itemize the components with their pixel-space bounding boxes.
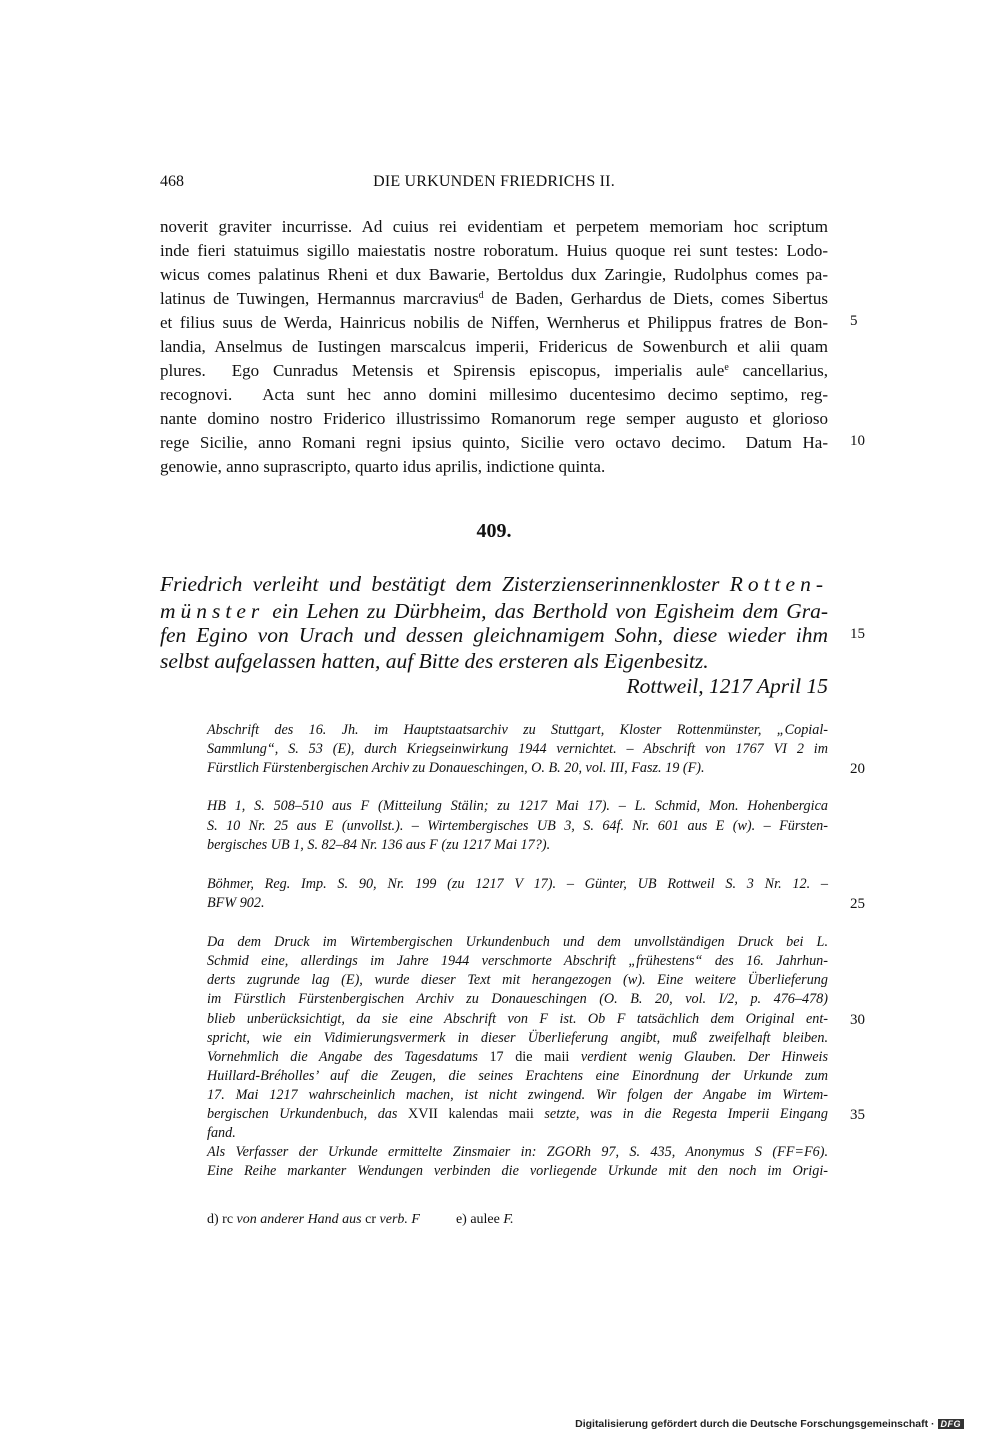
- line-number: 10: [850, 433, 865, 449]
- text-line: et filius suus de Werda, Hainricus nobilis de Niffen, Wernherus et Philippus fratres de Bon-: [160, 313, 828, 332]
- apparatus-line: bergischen Urkundenbuch, das XVII kalendas maii setzte, was in die Regesta Imperii Eingang: [207, 1106, 828, 1122]
- apparatus-line: HB 1, S. 508–510 aus F (Mitteilung Stälin; zu 1217 Mai 17). – L. Schmid, Mon. Hohenbergica: [207, 798, 828, 814]
- apparatus-line: Da dem Druck im Wirtembergischen Urkundenbuch und dem unvollständigen Druck bei L.: [207, 934, 828, 950]
- apparatus-line: Schmid eine, allerdings im Jahre 1944 verschmorte Abschrift „frühestens“ des 16. Jahrhun-: [207, 953, 828, 969]
- dfg-logo: DFG: [938, 1419, 965, 1429]
- footnote-marker-e: e: [724, 362, 729, 373]
- footnote-marker-d: d: [478, 290, 484, 301]
- line-number: 20: [850, 761, 865, 777]
- apparatus-line: BFW 902.: [207, 895, 265, 911]
- text-line: rege Sicilie, anno Romani regni ipsius quinto, Sicilie vero octavo decimo. Datum Ha-: [160, 433, 828, 452]
- running-header: [160, 173, 828, 197]
- regest-line: selbst aufgelassen hatten, auf Bitte des ersteren als Eigenbesitz.: [160, 649, 709, 673]
- apparatus-line: Vornehmlich die Angabe des Tagesdatums 17 die maii verdient wenig Glauben. Der Hinweis: [207, 1049, 828, 1065]
- regest-line: fen Egino von Urach und dessen gleichnamigem Sohn, diese wieder ihm: [160, 623, 828, 647]
- regest-line: münster ein Lehen zu Dürbheim, das Berthold von Egisheim dem Gra-: [160, 599, 829, 623]
- text-line: noverit graviter incurrisse. Ad cuius rei evidentiam et perpetem memoriam hoc scriptum: [160, 217, 828, 236]
- running-title: DIE URKUNDEN FRIEDRICHS II.: [373, 173, 615, 190]
- page-number: 468: [160, 173, 184, 190]
- footnote-d: d) rc von anderer Hand aus cr verb. F: [207, 1212, 420, 1227]
- line-number: 25: [850, 896, 865, 912]
- text-line: inde fieri statuimus sigillo maiestatis nostre roboratum. Huius quoque rei sunt testes: Lodo-: [160, 241, 828, 260]
- apparatus-line: Böhmer, Reg. Imp. S. 90, Nr. 199 (zu 1217 V 17). – Günter, UB Rottweil S. 3 Nr. 12. –: [207, 876, 828, 892]
- line-number: 30: [850, 1012, 865, 1028]
- footnotes: [207, 1212, 514, 1228]
- apparatus-line: bergisches UB 1, S. 82–84 Nr. 136 aus F (zu 1217 Mai 17?).: [207, 837, 551, 853]
- funding-footer: [575, 1418, 964, 1430]
- apparatus-line: spricht, wie ein Vidimierungsvermerk in dieser Überlieferung angibt, muß zweifelhaft bleiben.: [207, 1030, 828, 1046]
- line-number: 15: [850, 626, 865, 642]
- apparatus-line: Fürstlich Fürstenbergischen Archiv zu Donaueschingen, O. B. 20, vol. III, Fasz. 19 (F).: [207, 760, 705, 776]
- apparatus-line: fand.: [207, 1125, 236, 1141]
- apparatus-line: 17. Mai 1217 wahrscheinlich machen, ist nicht zwingend. Wir folgen der Angabe im Wirtem-: [207, 1087, 828, 1103]
- apparatus-line: Eine Reihe markanter Wendungen verbinden die vorliegende Urkunde mit den noch im Origi-: [207, 1163, 828, 1179]
- text-line: wicus comes palatinus Rheni et dux Bawarie, Bertoldus dux Zaringie, Rudolphus comes pa-: [160, 265, 828, 284]
- text-line: genowie, anno suprascripto, quarto idus aprilis, indictione quinta.: [160, 457, 606, 476]
- apparatus-line: blieb unberücksichtigt, da sie eine Abschrift von F ist. Ob F tatsächlich dem Original ent-: [207, 1011, 828, 1027]
- apparatus-line: Huillard-Bréholles’ auf die Zeugen, die seines Erachtens eine Einordnung der Urkunde zum: [207, 1068, 828, 1084]
- regest-line: Friedrich verleiht und bestätigt dem Zisterzienserinnenkloster Rotten-: [160, 572, 828, 596]
- document-number: 409.: [476, 520, 512, 542]
- text-line: latinus de Tuwingen, Hermannus marcravius$^d$ de Baden, Gerhardus de Diets, comes Sibertus: [160, 289, 828, 308]
- line-number: 5: [850, 313, 858, 329]
- apparatus-line: Abschrift des 16. Jh. im Hauptstaatsarchiv zu Stuttgart, Kloster Rottenmünster, „Copial-: [207, 722, 828, 738]
- apparatus-line: Sammlung“, S. 53 (E), durch Kriegseinwirkung 1944 vernichtet. – Abschrift von 1767 VI 2 im: [207, 741, 828, 757]
- apparatus-line: Als Verfasser der Urkunde ermittelte Zinsmaier in: ZGORh 97, S. 435, Anonymus S (FF=F6).: [207, 1144, 828, 1160]
- text-line: nante domino nostro Friderico illustrissimo Romanorum rege semper augusto et glorioso: [160, 409, 828, 428]
- line-number: 35: [850, 1107, 865, 1123]
- text-line: plures. Ego Cunradus Metensis et Spirensis episcopus, imperialis aule$^e$ cancellarius,: [160, 361, 828, 380]
- apparatus-line: im Fürstlich Fürstenbergischen Archiv zu Donaueschingen (O. B. 20, vol. I/2, p. 476–478): [207, 991, 828, 1007]
- text-line: landia, Anselmus de Iustingen marscalcus imperii, Fridericus de Sowenburch et alii quam: [160, 337, 828, 356]
- apparatus-line: derts zugrunde lag (E), wurde dieser Text mit herangezogen (w). Eine weitere Überlieferung: [207, 972, 828, 988]
- text-line: recognovi. Acta sunt hec anno domini millesimo ducentesimo decimo septimo, reg-: [160, 385, 828, 404]
- funding-note: Digitalisierung gefördert durch die Deutsche Forschungsgemeinschaft ·: [575, 1418, 935, 1430]
- place-date: Rottweil, 1217 April 15: [626, 674, 828, 698]
- apparatus-line: S. 10 Nr. 25 aus E (unvollst.). – Wirtembergisches UB 3, S. 64f. Nr. 601 aus E (w). – Fürsten-: [207, 818, 828, 834]
- footnote-e: e) aulee F.: [455, 1212, 514, 1227]
